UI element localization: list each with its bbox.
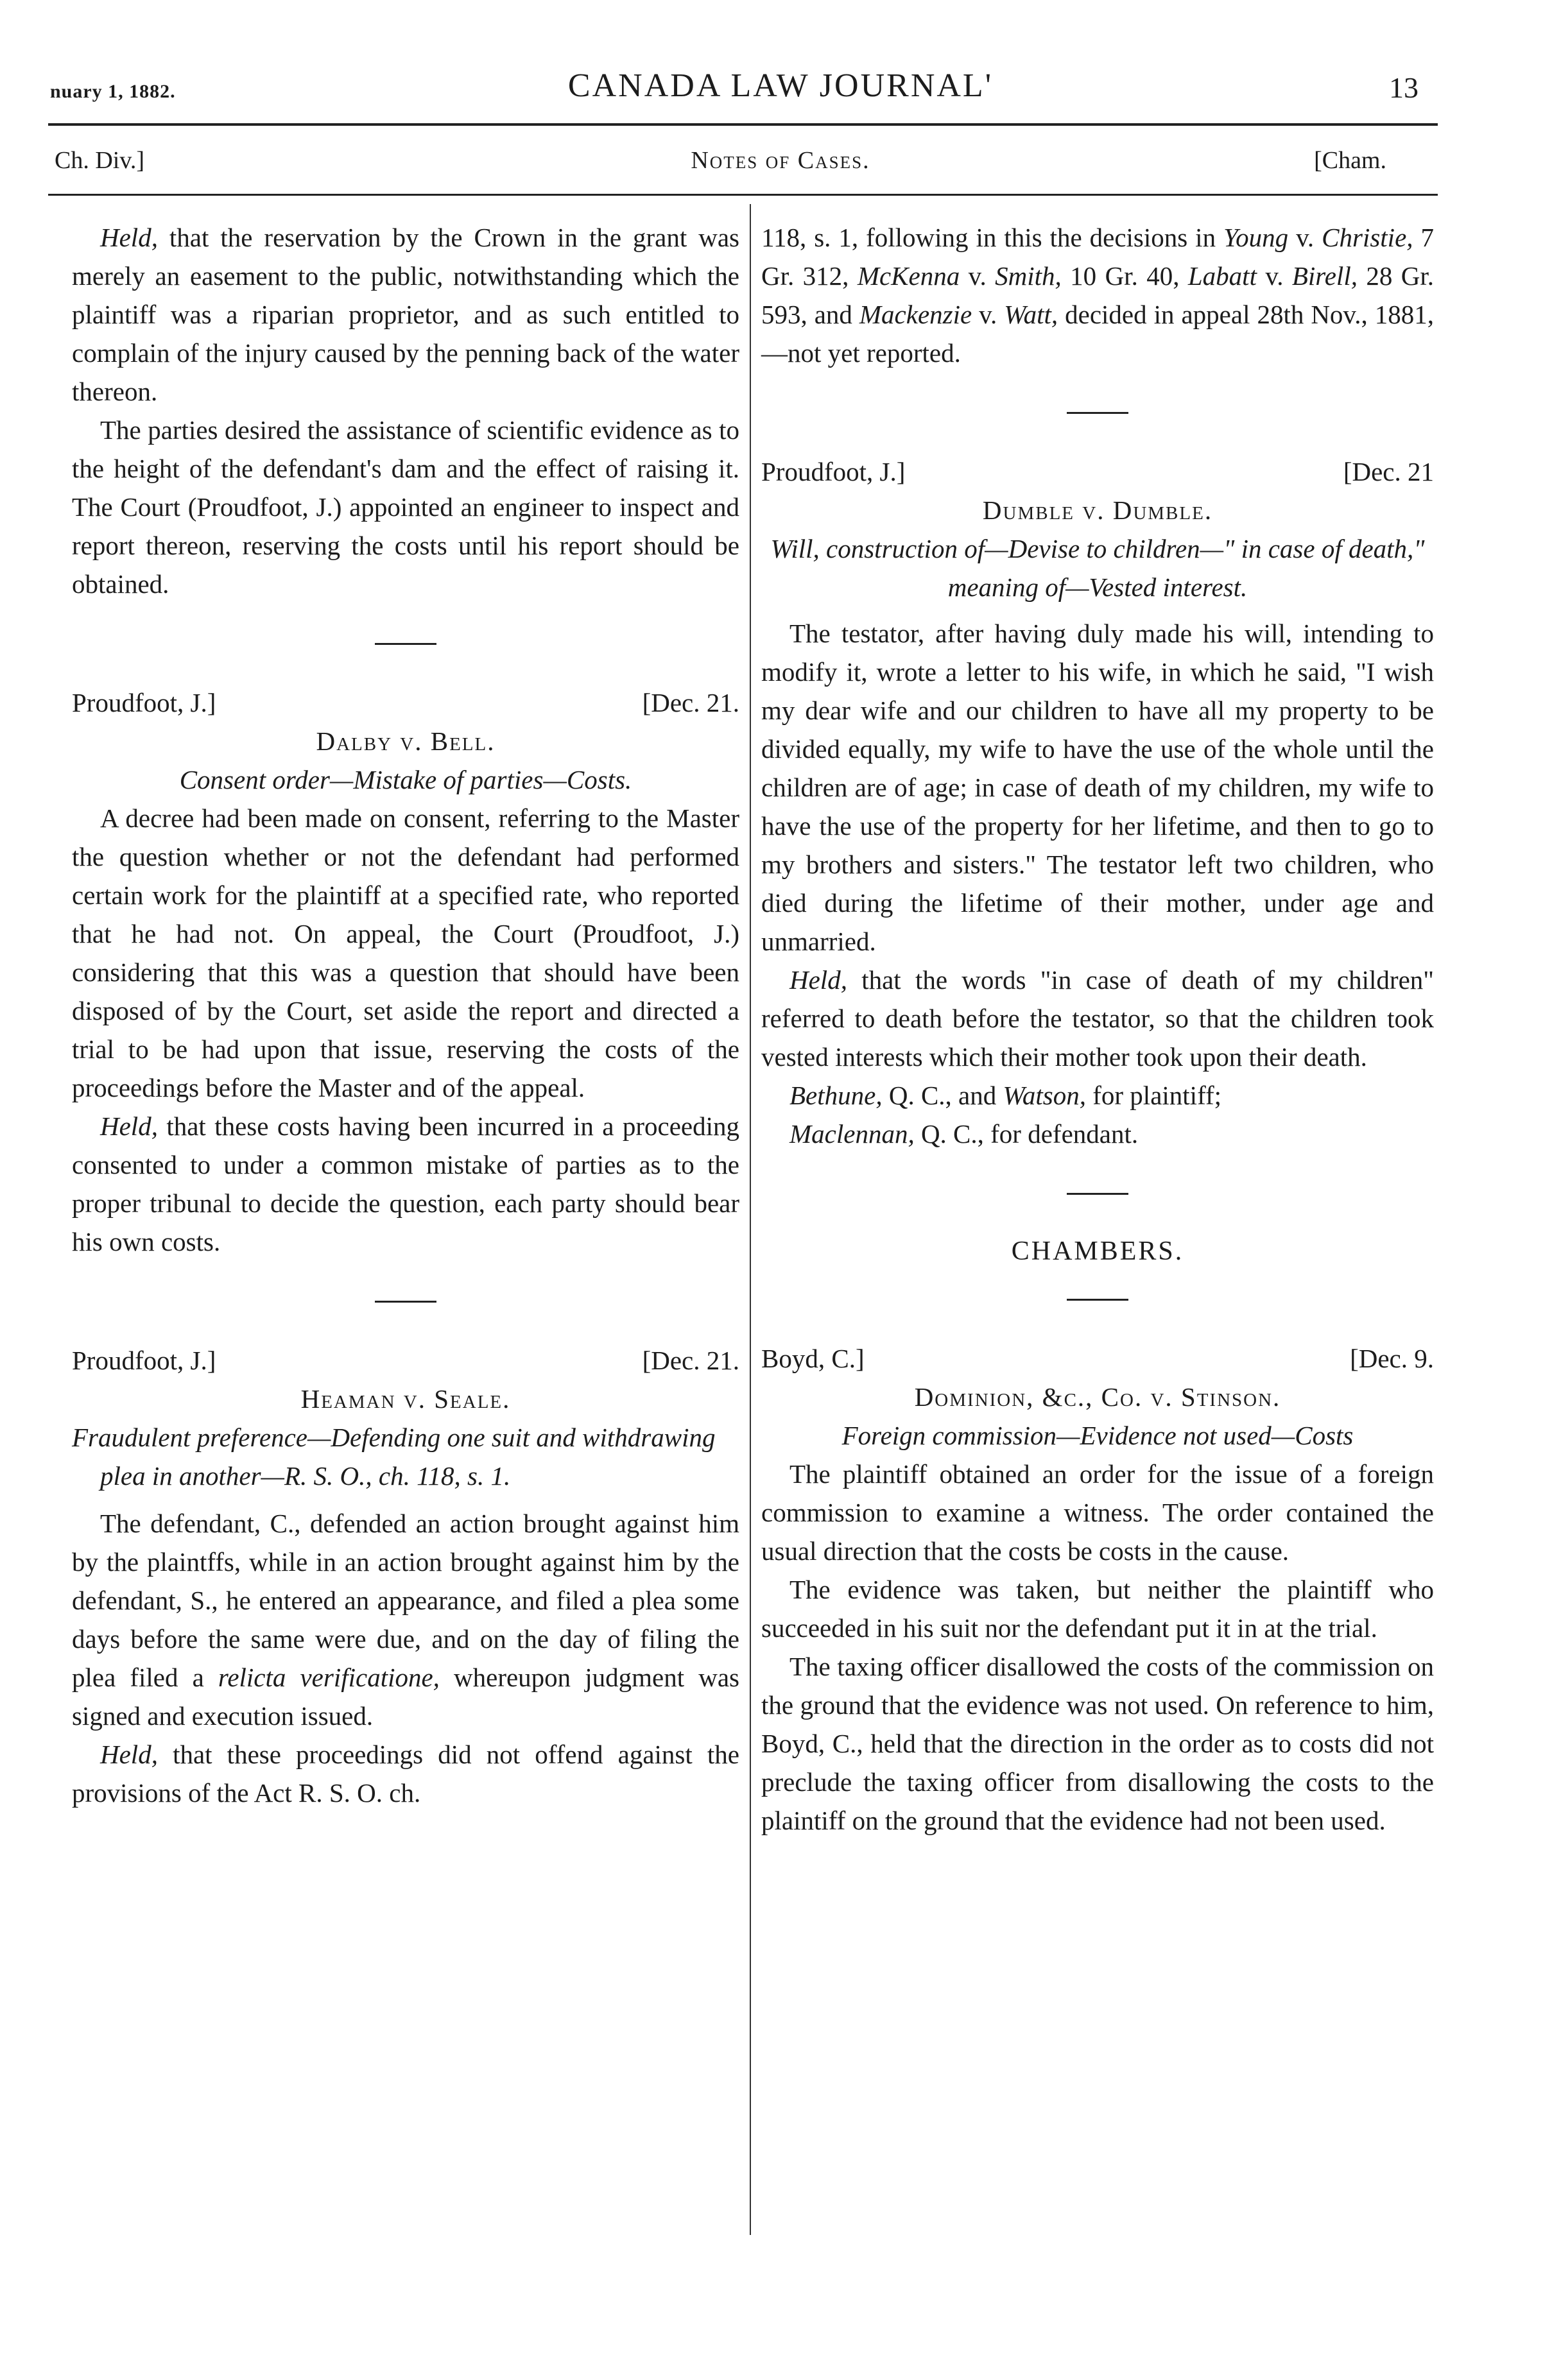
held-text: that the words "in case of death of my children" referred to death before the testator, so that the children took vested interests which their mother took upon their death.	[761, 965, 1434, 1072]
case-title-heaman: Heaman v. Seale.	[300, 1384, 511, 1414]
case-header-heaman	[72, 1341, 739, 1380]
case-name: McKenna	[857, 261, 960, 291]
judge: Proudfoot, J.]	[72, 1346, 216, 1375]
page-number: 13	[1389, 71, 1419, 104]
case-subtitle-heaman: Fraudulent preference—Defending one suit and withdrawing plea in another—R. S. O., ch. 118, s. 1.	[72, 1423, 716, 1491]
date: [Dec. 21.	[642, 1346, 739, 1375]
date: [Dec. 9.	[1350, 1344, 1434, 1373]
dominion-paragraph-1: The plaintiff obtained an order for the issue of a foreign commission to examine a witness. The order contained the usual direction that the costs be costs in the cause.	[761, 1459, 1434, 1566]
case-header-dalby	[72, 683, 739, 722]
case-name: Christie,	[1322, 223, 1413, 252]
held-text: that these proceedings did not offend against the provisions of the Act R. S. O. ch.	[72, 1740, 739, 1808]
dalby-held-paragraph	[72, 1107, 739, 1261]
section-head-center: Notes of Cases.	[691, 147, 870, 174]
held-lead: Held,	[100, 1740, 158, 1769]
judge: Proudfoot, J.]	[72, 688, 216, 717]
text: whereupon judgment was signed and execution issued.	[72, 1663, 739, 1731]
opening-text: that the reservation by the Crown in the grant was merely an easement to the public, notwithstanding which the plaintiff was a riparian proprietor, and as such entitled to complain of the injury caused by the penning back of the water thereon.	[72, 223, 739, 406]
date: [Dec. 21.	[642, 688, 739, 717]
running-head-date: nuary 1, 1882.	[50, 81, 176, 102]
case-title-dalby: Dalby v. Bell.	[316, 726, 496, 756]
counsel-name: Watson,	[1003, 1081, 1086, 1110]
counsel-line-1: Bethune, Q. C., and Watson, for plaintiff;	[789, 1081, 1222, 1110]
heaman-held-paragraph	[72, 1735, 739, 1812]
section-head-right: [Cham.	[1314, 147, 1386, 174]
heaman-paragraph	[72, 1504, 739, 1735]
header-rule-top	[48, 123, 1438, 126]
section-head-left: Ch. Div.]	[55, 147, 145, 174]
dumble-held-paragraph	[761, 961, 1434, 1076]
case-header-dominion	[761, 1339, 1434, 1378]
held-lead: Held,	[100, 1111, 158, 1141]
counsel-line-2: Maclennan, Q. C., for defendant.	[789, 1119, 1139, 1149]
case-name: Mackenzie	[859, 300, 972, 329]
latin-term: relicta verificatione,	[218, 1663, 440, 1692]
dalby-paragraph: A decree had been made on consent, referring to the Master the question whether or not the defendant had performed certain work for the plaintiff at a specified rate, who reported that he had not. On appeal, the Court (Proudfoot, J.) considering that this was a question that should have been disposed of by the Court, set aside the report and directed a trial to be had upon that issue, reserving the costs of the proceedings before the Master and of the appeal.	[72, 803, 739, 1102]
case-title-dominion: Dominion, &c., Co. v. Stinson.	[914, 1382, 1281, 1412]
case-name: Watt,	[1004, 300, 1058, 329]
case-name: Young	[1223, 223, 1289, 252]
case-name: Smith,	[995, 261, 1062, 291]
dumble-paragraph: The testator, after having duly made his will, intending to modify it, wrote a letter to his wife, in which he said, "I wish my dear wife and our children to have all my property to be divided equally, my wife to have the use of the whole until the children are of age; in case of death of my children, my wife to have the use of the property for her lifetime, and then to go to my brothers and sisters." The testator left two children, who died during the lifetime of their mother, under age and unmarried.	[761, 619, 1434, 956]
header-rule-bottom	[48, 194, 1438, 196]
counsel-name: Maclennan,	[789, 1119, 915, 1149]
text: The defendant, C., defended an action brought against him by the plaintffs, while in an action brought against him by the defendant, S., he entered an appearance, and filed a plea some days before the same were due, and on the day of filing the plea filed a	[72, 1509, 739, 1692]
case-subtitle-dumble: Will, construction of—Devise to children—" in case of death," meaning of—Vested interest.	[770, 534, 1425, 602]
case-header-dumble	[761, 452, 1434, 491]
case-name: Labatt	[1187, 261, 1257, 291]
case-title-dumble: Dumble v. Dumble.	[982, 495, 1213, 525]
case-name: Birell,	[1291, 261, 1358, 291]
right-column	[761, 218, 1434, 1840]
opening-paragraph	[72, 218, 739, 411]
counsel-name: Bethune,	[789, 1081, 883, 1110]
held-lead: Held,	[789, 965, 847, 995]
dominion-paragraph-2: The evidence was taken, but neither the plaintiff who succeeded in his suit nor the defendant put it in at the trial.	[761, 1575, 1434, 1643]
column-divider	[750, 204, 751, 2235]
journal-title: CANADA LAW JOURNAL'	[567, 67, 994, 104]
held-text: that these costs having been incurred in a proceeding consented to under a common mistake of parties as to the proper tribunal to decide the question, each party should bear his own costs.	[72, 1111, 739, 1256]
date: [Dec. 21	[1343, 457, 1434, 486]
scientific-evidence-paragraph: The parties desired the assistance of scientific evidence as to the height of the defendant's dam and the effect of raising it. The Court (Proudfoot, J.) appointed an engineer to inspect and report thereon, reserving the costs until his report should be obtained.	[72, 415, 739, 599]
left-column	[72, 218, 739, 1812]
judge: Boyd, C.]	[761, 1344, 865, 1373]
chambers-heading: CHAMBERS.	[1011, 1237, 1184, 1266]
case-subtitle-dalby: Consent order—Mistake of parties—Costs.	[179, 765, 632, 794]
dominion-paragraph-3: The taxing officer disallowed the costs of the commission on the ground that the evidence was not used. On reference to him, Boyd, C., held that the direction in the order as to costs did not preclude the taxing officer from disallowing the costs to the plaintiff on the ground that the evidence had not been used.	[761, 1652, 1434, 1835]
held-lead: Held,	[100, 223, 158, 252]
continuation-paragraph: 118, s. 1, following in this the decisions in Young v. Christie, 7 Gr. 312, McKenna v. Smith, 10 Gr. 40, Labatt v. Birell, 28 Gr. 593, and Mackenzie v. Watt, decided in appeal 28th Nov., 1881,—not yet reported.	[761, 223, 1435, 368]
case-subtitle-dominion: Foreign commission—Evidence not used—Costs	[841, 1421, 1354, 1450]
judge: Proudfoot, J.]	[761, 457, 906, 486]
